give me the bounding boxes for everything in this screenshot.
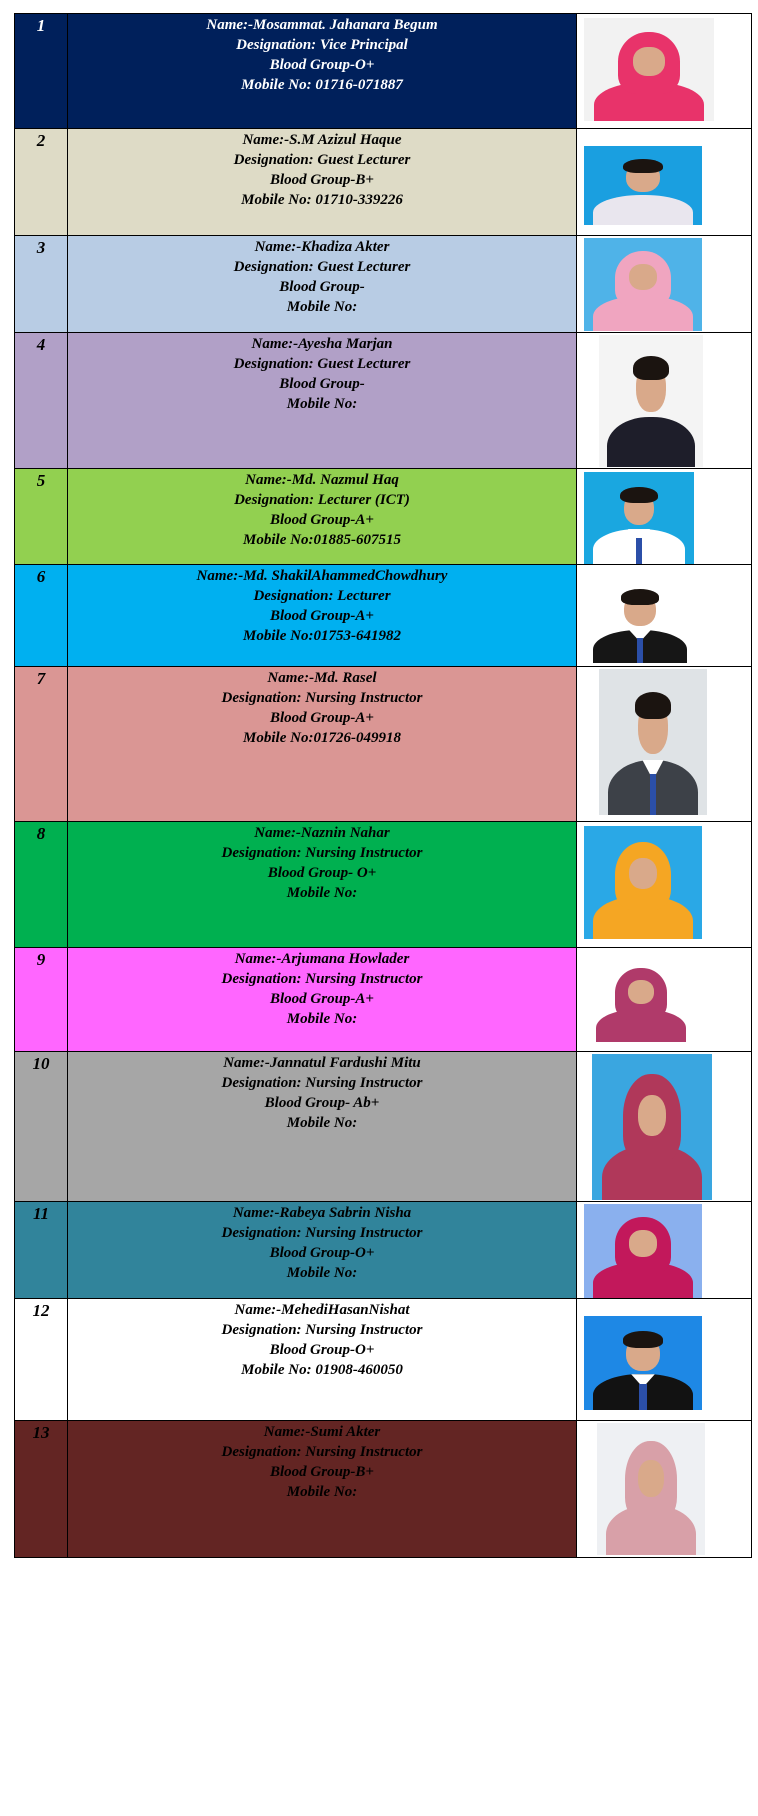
serial-number: 13	[32, 1423, 50, 1442]
serial-cell	[15, 14, 68, 129]
staff-row	[15, 469, 752, 565]
serial-cell	[15, 1421, 68, 1558]
staff-mobile: Mobile No:01885-607515	[243, 532, 401, 548]
staff-designation: Designation: Guest Lecturer	[233, 356, 411, 372]
man-in-black-suit-photo	[584, 575, 696, 663]
staff-row	[15, 1299, 752, 1421]
staff-info	[68, 822, 576, 903]
staff-row	[15, 129, 752, 236]
photo-cell	[577, 236, 752, 333]
staff-blood-group: Blood Group-A+	[270, 991, 374, 1007]
staff-name: Name:-Md. Rasel	[267, 670, 377, 686]
staff-designation: Designation: Nursing Instructor	[221, 971, 423, 987]
serial-number: 9	[36, 950, 46, 969]
serial-number: 7	[36, 669, 46, 688]
serial-cell	[15, 129, 68, 236]
serial-cell	[15, 1052, 68, 1202]
serial-number: 12	[32, 1301, 50, 1320]
staff-mobile: Mobile No:	[286, 1011, 358, 1027]
info-cell	[68, 948, 577, 1052]
staff-info	[68, 565, 576, 646]
staff-info	[68, 948, 576, 1029]
staff-table	[14, 13, 752, 1558]
staff-row	[15, 667, 752, 822]
info-cell	[68, 1202, 577, 1299]
man-in-grey-suit-photo	[599, 669, 707, 815]
woman-in-patterned-scarf-photo	[587, 956, 695, 1042]
staff-info	[68, 333, 576, 414]
staff-info	[68, 667, 576, 748]
serial-cell	[15, 948, 68, 1052]
photo-cell	[577, 1421, 752, 1558]
info-cell	[68, 129, 577, 236]
staff-info	[68, 236, 576, 317]
staff-blood-group: Blood Group-A+	[270, 608, 374, 624]
info-cell	[68, 469, 577, 565]
serial-cell	[15, 822, 68, 948]
info-cell	[68, 565, 577, 667]
staff-blood-group: Blood Group-O+	[269, 1342, 375, 1358]
staff-designation: Designation: Nursing Instructor	[221, 1225, 423, 1241]
serial-cell	[15, 1299, 68, 1421]
staff-designation: Designation: Guest Lecturer	[233, 152, 411, 168]
photo-cell	[577, 1052, 752, 1202]
staff-blood-group: Blood Group- O+	[267, 865, 377, 881]
photo-cell	[577, 333, 752, 469]
staff-name: Name:-Jannatul Fardushi Mitu	[223, 1055, 421, 1071]
staff-row	[15, 822, 752, 948]
info-cell	[68, 14, 577, 129]
staff-designation: Designation: Nursing Instructor	[221, 1322, 423, 1338]
woman-in-pink-scarf-photo	[597, 1423, 705, 1555]
serial-cell	[15, 469, 68, 565]
photo-cell	[577, 565, 752, 667]
info-cell	[68, 1421, 577, 1558]
info-cell	[68, 822, 577, 948]
woman-in-red-scarf-photo	[584, 1204, 702, 1298]
serial-cell	[15, 1202, 68, 1299]
staff-designation: Designation: Nursing Instructor	[221, 1075, 423, 1091]
staff-name: Name:-Md. ShakilAhammedChowdhury	[196, 568, 448, 584]
staff-mobile: Mobile No:	[286, 1265, 358, 1281]
info-cell	[68, 1052, 577, 1202]
serial-number: 8	[36, 824, 46, 843]
staff-mobile: Mobile No:	[286, 1115, 358, 1131]
staff-row	[15, 236, 752, 333]
info-cell	[68, 333, 577, 469]
staff-info	[68, 469, 576, 550]
staff-designation: Designation: Nursing Instructor	[221, 690, 423, 706]
staff-name: Name:-MehediHasanNishat	[234, 1302, 410, 1318]
photo-cell	[577, 948, 752, 1052]
woman-in-maroon-scarf-photo	[592, 1054, 712, 1200]
serial-cell	[15, 565, 68, 667]
staff-info	[68, 1421, 576, 1502]
staff-mobile: Mobile No:	[286, 1484, 358, 1500]
serial-number: 10	[32, 1054, 50, 1073]
staff-blood-group: Blood Group-O+	[269, 57, 375, 73]
photo-cell	[577, 129, 752, 236]
staff-designation: Designation: Lecturer	[253, 588, 391, 604]
staff-name: Name:-Sumi Akter	[263, 1424, 381, 1440]
woman-in-floral-scarf-photo	[584, 238, 702, 331]
serial-number: 2	[36, 131, 46, 150]
staff-mobile: Mobile No:01753-641982	[243, 628, 401, 644]
staff-designation: Designation: Guest Lecturer	[233, 259, 411, 275]
staff-name: Name:-Md. Nazmul Haq	[245, 472, 399, 488]
staff-row	[15, 1052, 752, 1202]
man-in-white-shirt-photo	[584, 472, 694, 564]
staff-row	[15, 565, 752, 667]
staff-name: Name:-Naznin Nahar	[254, 825, 390, 841]
staff-mobile: Mobile No:	[286, 299, 358, 315]
staff-mobile: Mobile No:	[286, 885, 358, 901]
photo-cell	[577, 469, 752, 565]
photo-cell	[577, 822, 752, 948]
staff-info	[68, 129, 576, 210]
staff-blood-group: Blood Group-B+	[270, 1464, 374, 1480]
staff-mobile: Mobile No: 01716-071887	[241, 77, 403, 93]
serial-number: 4	[36, 335, 46, 354]
serial-number: 6	[36, 567, 46, 586]
staff-info	[68, 1299, 576, 1380]
photo-cell	[577, 14, 752, 129]
staff-designation: Designation: Nursing Instructor	[221, 1444, 423, 1460]
staff-designation: Designation: Vice Principal	[236, 37, 408, 53]
staff-blood-group: Blood Group-	[279, 376, 365, 392]
staff-row	[15, 1421, 752, 1558]
staff-blood-group: Blood Group-O+	[269, 1245, 375, 1261]
photo-cell	[577, 1202, 752, 1299]
staff-row	[15, 1202, 752, 1299]
staff-info	[68, 1202, 576, 1283]
info-cell	[68, 236, 577, 333]
staff-info	[68, 1052, 576, 1133]
woman-in-yellow-scarf-photo	[584, 826, 702, 939]
staff-name: Name:-Arjumana Howlader	[234, 951, 410, 967]
man-in-dark-suit-photo	[584, 1316, 702, 1410]
staff-name: Name:-Rabeya Sabrin Nisha	[232, 1205, 412, 1221]
serial-number: 1	[36, 16, 46, 35]
staff-name: Name:-S.M Azizul Haque	[242, 132, 402, 148]
staff-row	[15, 948, 752, 1052]
staff-designation: Designation: Nursing Instructor	[221, 845, 423, 861]
staff-name: Name:-Mosammat. Jahanara Begum	[206, 17, 438, 33]
staff-blood-group: Blood Group-	[279, 279, 365, 295]
serial-cell	[15, 236, 68, 333]
serial-cell	[15, 333, 68, 469]
staff-mobile: Mobile No: 01908-460050	[241, 1362, 403, 1378]
photo-cell	[577, 1299, 752, 1421]
serial-number: 3	[36, 238, 46, 257]
serial-number: 5	[36, 471, 46, 490]
serial-number: 11	[32, 1204, 50, 1223]
info-cell	[68, 667, 577, 822]
staff-row	[15, 14, 752, 129]
man-in-light-shirt-photo	[584, 146, 702, 225]
staff-name: Name:-Ayesha Marjan	[251, 336, 393, 352]
serial-cell	[15, 667, 68, 822]
staff-blood-group: Blood Group-A+	[270, 512, 374, 528]
info-cell	[68, 1299, 577, 1421]
staff-info	[68, 14, 576, 95]
staff-name: Name:-Khadiza Akter	[254, 239, 390, 255]
staff-blood-group: Blood Group-A+	[270, 710, 374, 726]
woman-in-black-blazer-photo	[599, 335, 703, 467]
photo-cell	[577, 667, 752, 822]
staff-mobile: Mobile No:	[286, 396, 358, 412]
staff-blood-group: Blood Group-B+	[270, 172, 374, 188]
staff-designation: Designation: Lecturer (ICT)	[234, 492, 410, 508]
staff-blood-group: Blood Group- Ab+	[264, 1095, 380, 1111]
staff-mobile: Mobile No:01726-049918	[243, 730, 401, 746]
staff-row	[15, 333, 752, 469]
woman-in-pink-scarf-photo	[584, 18, 714, 121]
staff-mobile: Mobile No: 01710-339226	[241, 192, 403, 208]
